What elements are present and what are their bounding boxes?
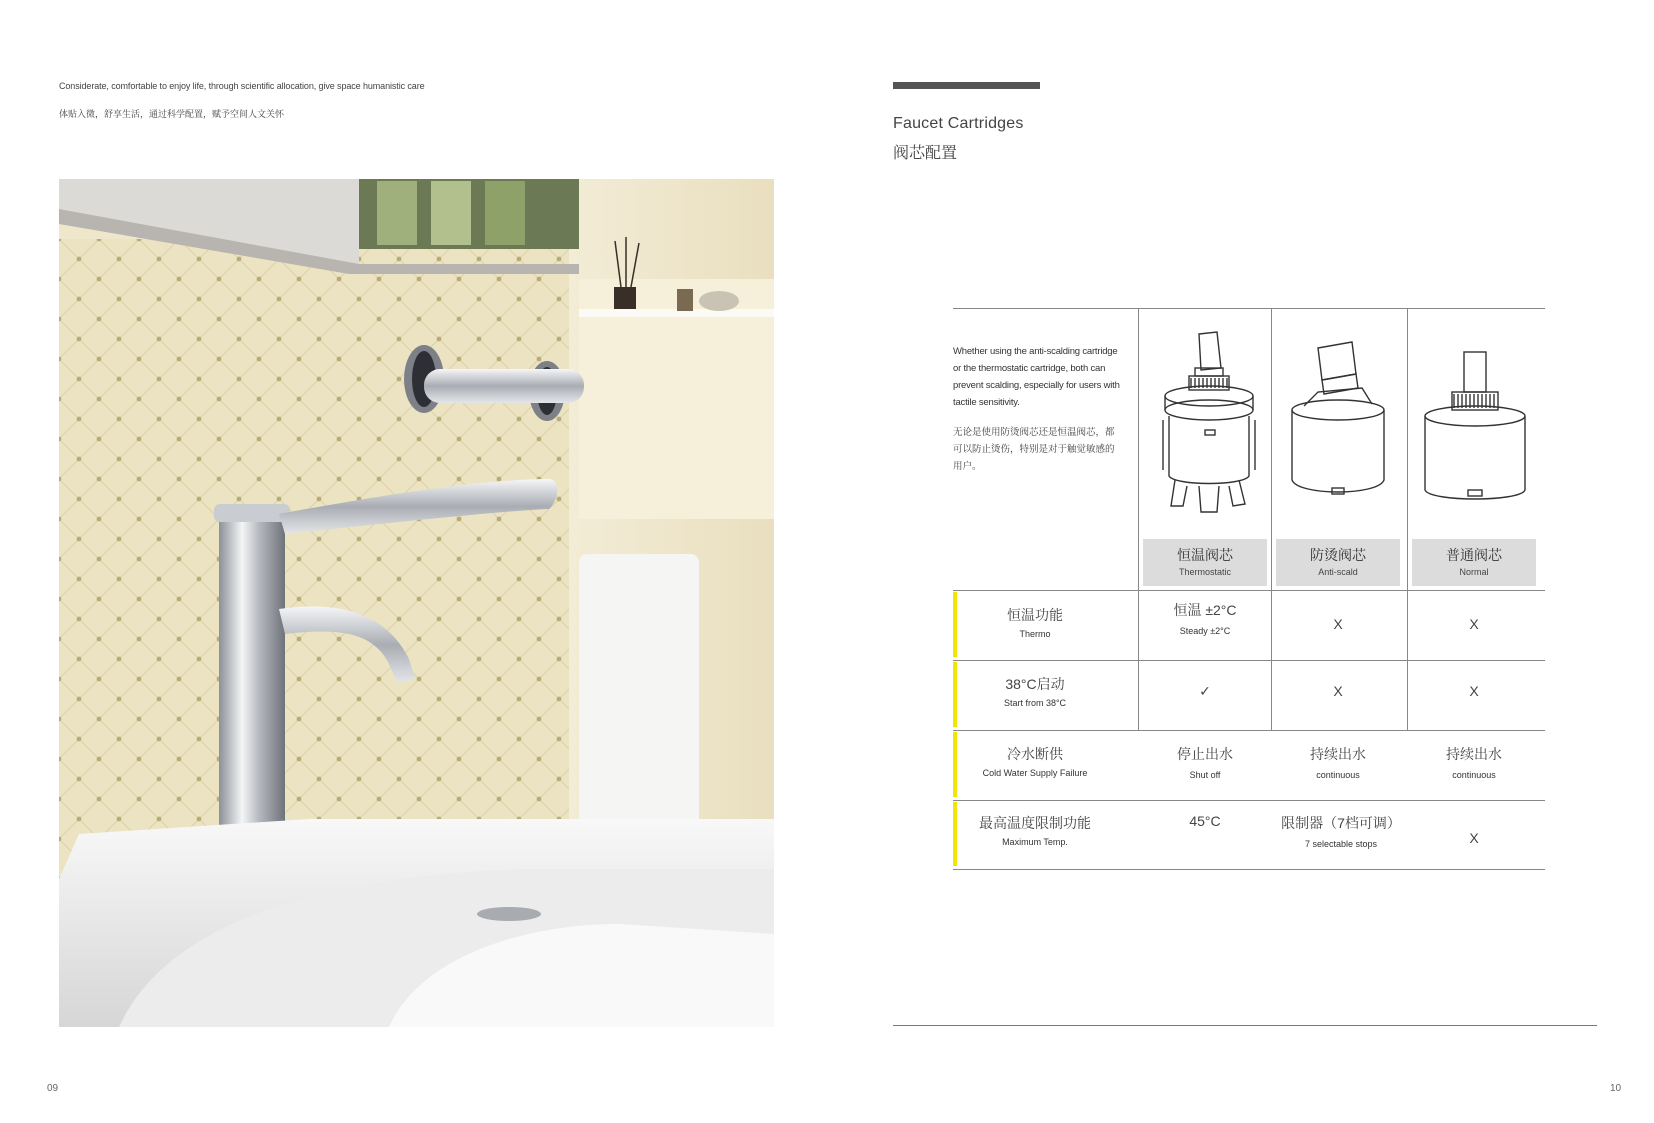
column-header-en: Thermostatic	[1178, 567, 1231, 577]
row-label-start-38	[960, 674, 1110, 708]
page-bottom-rule	[893, 1025, 1597, 1026]
intro-text-zh: 无论是使用防烫阀芯还是恒温阀芯，都可以防止烫伤，特别是对于触觉敏感的用户。	[953, 427, 1115, 472]
table-bottom-rule	[953, 869, 1545, 870]
row-label-en: Cold Water Supply Failure	[982, 768, 1088, 778]
bathroom-faucet-photo	[59, 179, 774, 1027]
tagline-en: Considerate, comfortable to enjoy life, through scientific allocation, give space humanistic care	[59, 81, 425, 91]
column-header-en: Anti-scald	[1318, 567, 1358, 577]
thermostatic-cartridge-icon	[1155, 330, 1263, 520]
row-accent-bar	[953, 592, 957, 657]
cell-value-zh: 停止出水	[1177, 746, 1233, 762]
table-row-rule	[953, 590, 1545, 591]
section-title-zh: 阀芯配置	[893, 145, 958, 162]
table-row-rule	[953, 730, 1545, 731]
row-label-en: Start from 38°C	[1003, 698, 1067, 708]
cell-value-zh: 持续出水	[1446, 746, 1502, 762]
column-header-anti-scald	[1276, 539, 1400, 586]
table-row-rule	[953, 660, 1545, 661]
cell-value-en: Steady ±2°C	[1179, 626, 1231, 636]
row-label-max-temp	[960, 813, 1110, 847]
table-col-divider	[1407, 308, 1408, 730]
cell-thermo-thermostatic	[1143, 600, 1267, 636]
column-header-zh: 恒温阀芯	[1177, 547, 1233, 563]
row-label-zh: 最高温度限制功能	[979, 815, 1091, 831]
column-header-normal	[1412, 539, 1536, 586]
row-label-thermo	[960, 605, 1110, 639]
column-header-zh: 普通阀芯	[1446, 547, 1502, 563]
cell-thermo-anti-scald: X	[1333, 616, 1343, 632]
cell-max-temp-anti-scald	[1276, 813, 1406, 849]
cell-max-temp-thermostatic: 45°C	[1189, 813, 1221, 829]
normal-cartridge-icon	[1418, 350, 1530, 510]
row-accent-bar	[953, 802, 957, 866]
table-row-rule	[953, 800, 1545, 801]
cell-cold-water-thermostatic	[1143, 744, 1267, 780]
cell-max-temp-normal: X	[1469, 830, 1479, 846]
column-header-en: Normal	[1459, 567, 1489, 577]
cell-value-en: continuous	[1452, 770, 1496, 780]
row-label-zh: 冷水断供	[1007, 746, 1063, 762]
table-col-divider	[1138, 308, 1139, 730]
page-number-left: 09	[47, 1083, 59, 1094]
intro-text-en: Whether using the anti-scalding cartridge or the thermostatic cartridge, both can prevent scalding, especially for users with tactile sensitivity.	[953, 346, 1120, 408]
title-accent-bar	[893, 82, 1040, 89]
row-label-zh: 38°C启动	[1005, 676, 1065, 692]
row-label-cold-water	[960, 744, 1110, 778]
cell-value-zh: 持续出水	[1310, 746, 1366, 762]
cell-value-zh: 限制器（7档可调）	[1281, 815, 1401, 831]
cell-start-38-anti-scald: X	[1333, 683, 1343, 699]
row-accent-bar	[953, 662, 957, 727]
cell-value-en: continuous	[1316, 770, 1360, 780]
anti-scald-cartridge-icon	[1282, 340, 1394, 510]
table-col-divider	[1271, 308, 1272, 730]
cell-value-en: 7 selectable stops	[1304, 839, 1378, 849]
cell-thermo-normal: X	[1469, 616, 1479, 632]
page-number-right: 10	[1610, 1083, 1622, 1094]
table-top-rule	[953, 308, 1545, 309]
cell-start-38-normal: X	[1469, 683, 1479, 699]
row-label-en: Maximum Temp.	[1002, 837, 1068, 847]
column-header-thermostatic	[1143, 539, 1267, 586]
cell-cold-water-anti-scald	[1276, 744, 1400, 780]
tagline-zh: 体贴入微，舒享生活，通过科学配置，赋予空间人文关怀	[59, 109, 285, 119]
cell-cold-water-normal	[1412, 744, 1536, 780]
cell-start-38-thermostatic: ✓	[1199, 683, 1211, 699]
row-label-en: Thermo	[1019, 629, 1051, 639]
row-label-zh: 恒温功能	[1007, 607, 1063, 623]
cell-value-en: Shut off	[1189, 770, 1221, 780]
cell-value-zh: 恒温 ±2°C	[1173, 602, 1237, 618]
row-accent-bar	[953, 732, 957, 797]
section-title-en: Faucet Cartridges	[893, 115, 1024, 132]
column-header-zh: 防烫阀芯	[1310, 547, 1366, 563]
